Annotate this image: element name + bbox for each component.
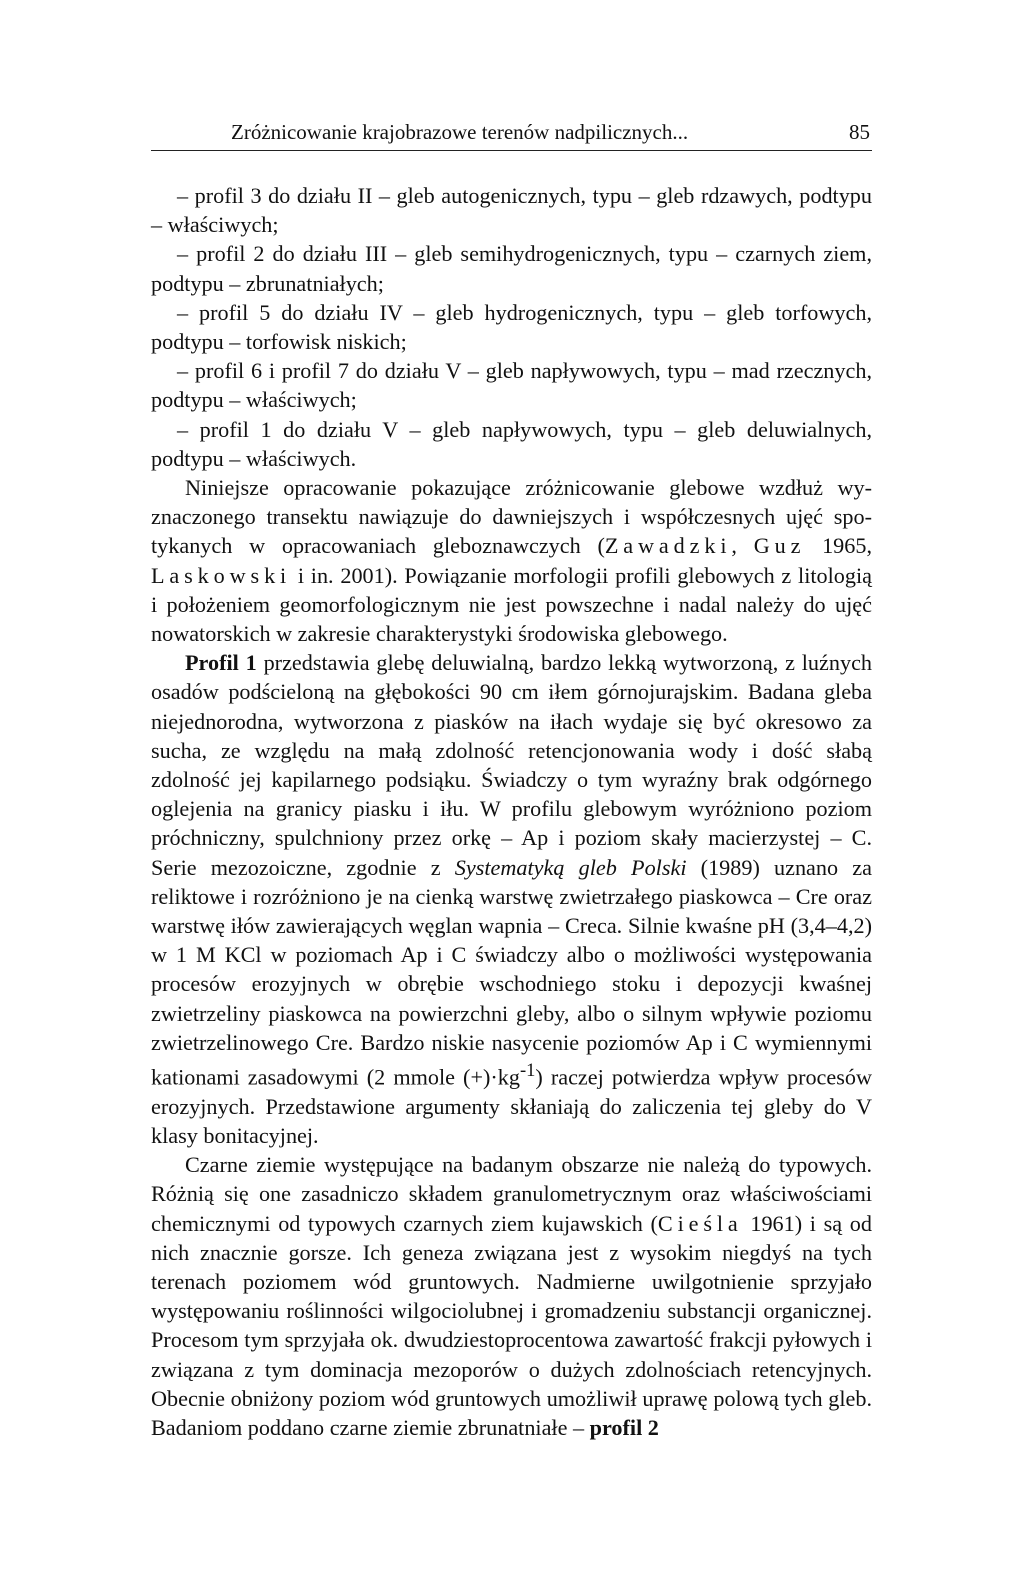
- running-header-title: Zróżnicowanie krajobrazowe terenów nadpilicznych...: [231, 120, 689, 144]
- para1-text-before: Niniejsze opracowanie pokazujące zróżnicowanie glebowe wzdłuż wyznaczonego transektu nawiązuje do dawniejszych i współczesnych ujęć spotykanych w opracowaniach gleboznawczych (: [151, 475, 872, 559]
- citation-author: Guz: [753, 533, 806, 559]
- citation-author: Cieśla: [657, 1210, 743, 1236]
- para3-text: Czarne ziemie występujące na badanym obszarze nie należą do typowych. Różnią się one zasadniczo składem granulometrycznym oraz właściwościami chemicznymi od typowych czarnych ziem kujawskich (: [151, 1152, 872, 1236]
- para2-text: ) raczej potwierdza wpływ procesów erozyjnych. Przedstawione argumenty skłaniają do zaliczenia tej gleby do V klasy bonitacyjnej.: [151, 1064, 872, 1148]
- list-item: – profil 5 do działu IV – gleb hydrogenicznych, typu – gleb torfowych, podtypu – torfowisk niskich;: [151, 299, 872, 355]
- paragraph-black-earths: [151, 1150, 872, 1442]
- list-item: – profil 6 i profil 7 do działu V – gleb napływowych, typu – mad rzecznych, podtypu – właściwych;: [151, 358, 872, 413]
- body-text: [151, 181, 872, 1442]
- list-item: – profil 3 do działu II – gleb autogenicznych, typu – gleb rdzawych, podtypu – właściwych;: [151, 183, 872, 238]
- para2-text: przedstawia glebę deluwialną, bardzo lekką wytworzoną, z luźnych osadów podścieloną na głębokości 90 cm iłem górnojurajskim. Badana gleba niejednorodna, wytworzona z piasków na iłach wydaje się być okresowo za sucha, ze względu na małą zdolność retencjonowania wody i dość słabą zdolność jej kapilarnego podsiąku. Świadczy o tym wyraźny brak odgórnego oglejenia na granicy piasku i iłu. W profilu glebowym wyróżniono poziom próchniczny, spulchniony przez orkę – Ap i poziom skały macierzystej – C. Serie mezozoiczne, zgodnie z: [151, 650, 873, 880]
- italic-title: Systematyką gleb Polski: [454, 854, 687, 880]
- list-item: – profil 2 do działu III – gleb semihydrogenicznych, typu – czarnych ziem, podtypu – zbrunatniałych;: [151, 241, 872, 296]
- list-item: – profil 1 do działu V – gleb napływowych, typu – gleb deluwialnych, podtypu – właściwych.: [151, 416, 872, 471]
- para3-text: 1961) i są od nich znacznie gorsze. Ich geneza związana jest z wysokim niegdyś na tych terenach poziomem wód gruntowych. Nadmierne uwilgotnienie sprzyjało występowaniu roślinności wilgociolubnej i gromadzeniu substancji organicznej. Procesom tym sprzyjała ok. dwudziestoprocentowa zawartość frakcji pyłowych i związana z tym dominacja mezoporów o dużych zdolnościach retencyjnych. Obecnie obniżony poziom wód gruntowych umożliwił uprawę polową tych gleb. Badaniom poddano czarne ziemie zbrunatniałe –: [151, 1210, 872, 1440]
- superscript: -1: [519, 1061, 536, 1082]
- paragraph-intro: [151, 473, 872, 648]
- page-number: 85: [849, 120, 870, 144]
- para1-text-after: i in. 2001). Powiązanie morfologii profili glebowych z litologią i położeniem geomorfologicznym nie jest powszechne i nadal należy do ujęć nowatorskich w zakresie charakterystyki środowiska glebowego.: [151, 562, 872, 647]
- profile-label: Profil 1: [185, 650, 257, 676]
- paragraph-profile-1: [151, 648, 872, 1150]
- citation-author: Zawadzki: [604, 533, 732, 559]
- citation-author: Laskowski: [151, 562, 292, 588]
- para1-text: ,: [731, 533, 754, 559]
- para1-text: 1965,: [805, 533, 872, 559]
- header-rule: [151, 150, 872, 151]
- para2-text: (1989) uznano za reliktowe i rozróżniono je na cienką warstwę zwietrzałego piaskowca – Cre oraz warstwę iłów zawierających węglan wapnia – Creca. Silnie kwaśne pH (3,4–4,2) w 1 M KCl w poziomach Ap i C świadczy albo o możliwości występowania procesów erozyjnych w obrębie wschodniego stoku i depozycji kwaśnej zwietrzeliny piaskowca na powierzchni gleby, albo o silnym wpływie poziomu zwietrzelinowego Cre. Bardzo niskie nasycenie poziomów Ap i C wymiennymi kationami zasadowymi (2 mmole (+)·kg: [151, 854, 872, 1090]
- profile-label: profil 2: [589, 1414, 659, 1440]
